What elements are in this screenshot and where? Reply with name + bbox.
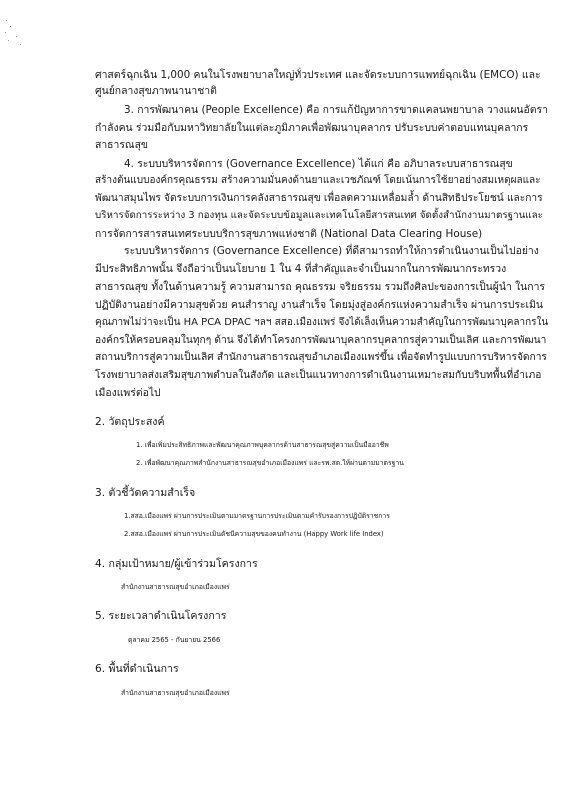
objectives-heading: 2. วัตถุประสงค์ <box>95 416 165 428</box>
paragraph-4-line: คุณภาพไม่ว่าจะเป็น HA PCA DPAC ฯลฯ สสอ.เมืองแพร่ จึงได้เล็งเห็นความสำคัญในการพัฒนาบุคลากรใน <box>95 317 549 328</box>
paragraph-3-line: 4. ระบบบริหารจัดการ (Governance Excellence) ได้แก่ คือ อภิบาลระบบสาธารณสุข <box>124 158 513 170</box>
paragraph-2-line: 3. การพัฒนาคน (People Excellence) คือ การแก้ปัญหาการขาดแคลนพยาบาล วางแผนอัตรา <box>124 104 548 116</box>
paragraph-4-line: ปฏิบัติงานอย่างมีความสุขด้วย คนสำราญ งานสำเร็จ โดยมุ่งสู่องค์กรแห่งความสำเร็จ ผ่านการประเมิน <box>95 299 544 311</box>
paragraph-2-line: กำลังคน ร่วมมือกับมหาวิทยาลัยในแต่ละภูมิภาคเพื่อพัฒนาบุคลากร ปรับระบบค่าตอบแทนบุคลากร <box>95 122 529 134</box>
area-heading: 6. พื้นที่ดำเนินการ <box>95 663 179 675</box>
paragraph-4-line: องค์กรให้ครอบคลุมในทุกๆ ด้าน จึงได้ทำโครงการพัฒนาบุคลากรบุคลากรสู่ความเป็นเลิศ และการพัฒนา <box>95 335 547 346</box>
paragraph-1-line: ศาสตร์ฉุกเฉิน 1,000 คนในโรงพยาบาลใหญ่ทั่วประเทศ และจัดระบบการแพทย์ฉุกเฉิน (EMCO) และ <box>95 69 541 81</box>
scan-artifact <box>4 14 44 54</box>
paragraph-4-line: มีประสิทธิภาพนั้น จึงถือว่าเป็นนโยบาย 1 ใน 4 ที่สำคัญและจำเป็นมากในการพัฒนากระทรวง <box>95 263 507 275</box>
paragraph-3-line: สร้างต้นแบบองค์กรคุณธรรม สร้างความมั่นคงด้านยาและเวชภัณฑ์ โดยเน้นการใช้ยาอย่างสมเหตุผลและ <box>95 175 541 186</box>
paragraph-4-line: โรงพยาบาลส่งเสริมสุขภาพตำบลในสังกัด และเป็นแนวทางการดำเนินงานเหมาะสมกับบริบทพื้นที่อำเภอ <box>95 370 542 381</box>
indicator-item: 1.สสอ.เมืองแพร่ ผ่านการประเมินตามมาตรฐานการประเมินตามคำรับรองการปฏิบัติราชการ <box>124 512 390 520</box>
paragraph-1-line: ศูนย์กลางสุขภาพนานาชาติ <box>95 85 217 97</box>
target-group-text: สำนักงานสาธารณสุขอำเภอเมืองแพร่ <box>121 583 230 591</box>
indicator-item: 2.สสอ.เมืองแพร่ ผ่านการประเมินดัชนีความสุขของคนทำงาน (Happy Work life Index) <box>124 530 384 538</box>
target-group-heading: 4. กลุ่มเป้าหมาย/ผู้เข้าร่วมโครงการ <box>95 558 258 570</box>
duration-text: ตุลาคม 2565 - กันยายน 2566 <box>128 636 221 644</box>
indicators-heading: 3. ตัวชี้วัดความสำเร็จ <box>95 487 196 499</box>
duration-heading: 5. ระยะเวลาดำเนินโครงการ <box>95 610 227 622</box>
objective-item: 2. เพื่อพัฒนาคุณภาพสำนักงานสาธารณสุขอำเภอเมืองแพร่ และรพ.สต.ให้ผ่านตามมาตรฐาน <box>136 459 404 467</box>
paragraph-4-line: สาธารณสุข ทั้งในด้านความรู้ ความสามารถ คุณธรรม จริยธรรม รวมถึงศิลปะของการเป็นผู้นำ ในการ <box>95 281 545 293</box>
paragraph-4-line: ระบบบริหารจัดการ (Governance Excellence) ที่ดีสามารถทำให้การดำเนินงานเป็นไปอย่าง <box>124 245 539 257</box>
paragraph-3-line: บริหารจัดการระหว่าง 3 กองทุน และจัดระบบข้อมูลและเทคโนโลยีสารสนเทศ จัดตั้งสำนักงานมาตรฐานและ <box>95 210 543 221</box>
paragraph-3-line: การจัดการสารสนเทศระบบบริการสุขภาพแห่งชาติ (National Data Clearing House) <box>95 228 483 240</box>
paragraph-3-line: พัฒนาสมุนไพร จัดระบบการเงินการคลังสาธารณสุข เพื่อลดความเหลื่อมล้ำ ด้านสิทธิประโยชน์ และการ <box>95 193 543 204</box>
area-text: สำนักงานสาธารณสุขอำเภอเมืองแพร่ <box>121 689 230 697</box>
objective-item: 1. เพื่อเพิ่มประสิทธิภาพและพัฒนาคุณภาพบุคลากรด้านสาธารณสุขสู่ความเป็นมืออาชีพ <box>136 441 389 449</box>
paragraph-4-line: เมืองแพร่ต่อไป <box>95 387 161 399</box>
paragraph-2-line: สาธารณสุข <box>95 139 149 151</box>
paragraph-4-line: สถานบริการสู่ความเป็นเลิศ สำนักงานสาธารณสุขอำเภอเมืองแพร่ขึ้น เพื่อจัดทำรูปแบบการบริหารจัดการ <box>95 352 547 363</box>
